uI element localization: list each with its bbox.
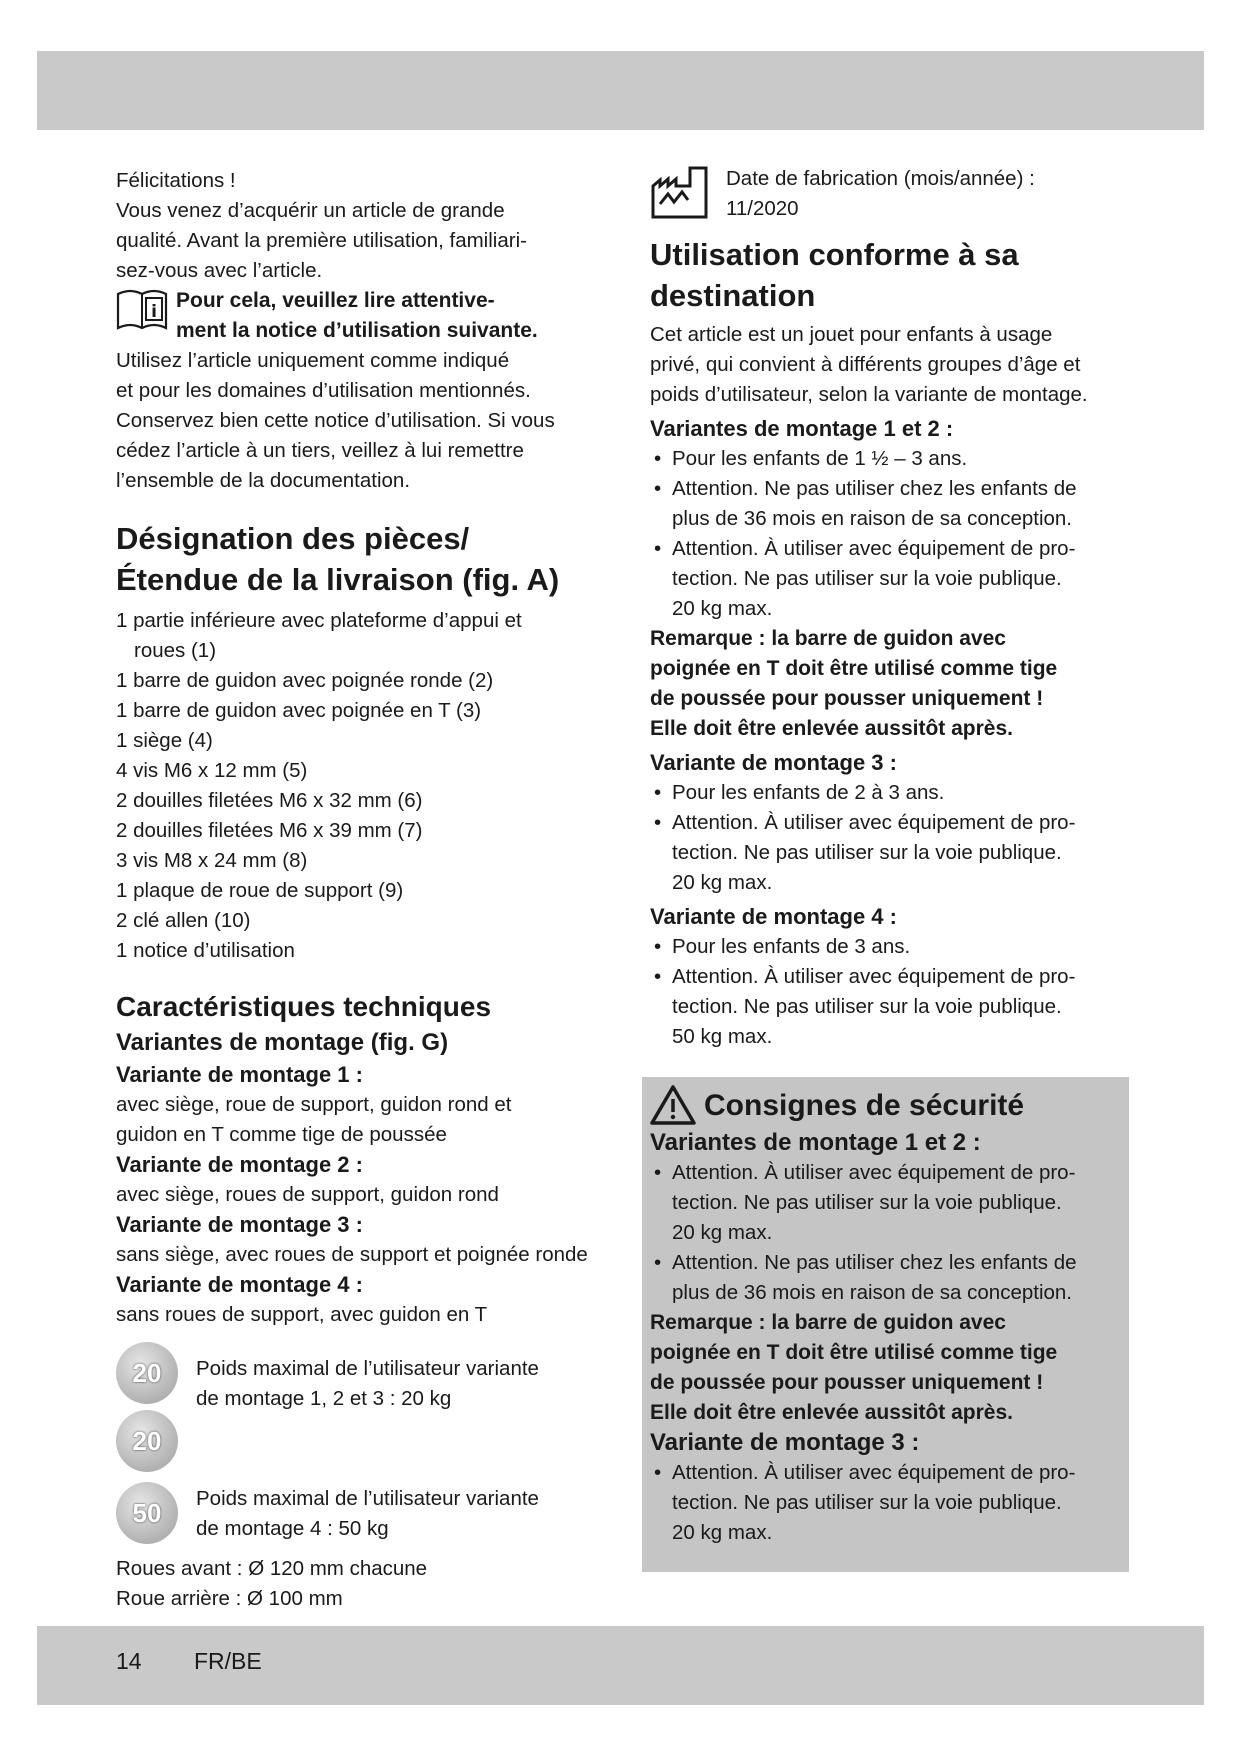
section-title: Variante de montage 4 :	[650, 904, 897, 929]
intro-section	[116, 166, 596, 496]
parts-item: 1 plaque de roue de support (9)	[116, 879, 404, 902]
intro-line: Conservez bien cette notice d’utilisation. Si vous	[116, 409, 555, 432]
header-bar	[37, 51, 1204, 130]
svg-text:i: i	[151, 302, 157, 322]
manual-info-icon	[116, 288, 168, 330]
safety-title-row	[650, 1084, 1120, 1126]
intro-line: l’ensemble de la documentation.	[116, 469, 411, 492]
bullet-item: • Pour les enfants de 1 ½ – 3 ans.	[650, 444, 1130, 474]
variant-desc: sans roues de support, avec guidon en T	[116, 1303, 488, 1326]
remark-line: Elle doit être enlevée aussitôt après.	[650, 717, 1013, 740]
intended-use-heading: Utilisation conforme à sa	[650, 237, 1019, 272]
variant-desc: avec siège, roue de support, guidon rond et	[116, 1093, 512, 1116]
bullet-item: • Attention. À utiliser avec équipement de pro- tection. Ne pas utiliser sur la voie publique. 20 kg max.	[650, 808, 1130, 898]
wheel-spec: Roues avant : Ø 120 mm chacune	[116, 1557, 428, 1580]
bullet-item: • Pour les enfants de 3 ans.	[650, 932, 1130, 962]
parts-item: 1 notice d’utilisation	[116, 939, 295, 962]
remark-line: poignée en T doit être utilisé comme tige	[650, 1341, 1058, 1364]
weight-text: de montage 4 : 50 kg	[196, 1517, 389, 1540]
read-manual-notice	[116, 286, 596, 346]
manufacture-value: 11/2020	[726, 197, 799, 220]
tech-heading: Caractéristiques techniques	[116, 991, 492, 1022]
max-weight-20-icon: 20	[116, 1342, 178, 1404]
intro-line: cédez l’article à un tiers, veillez à lui remettre	[116, 439, 524, 462]
section-title: Variantes de montage 1 et 2 :	[650, 1129, 981, 1156]
parts-item: 3 vis M8 x 24 mm (8)	[116, 849, 308, 872]
intro-line: Vous venez d’acquérir un article de grande	[116, 199, 505, 222]
bullet-list	[650, 778, 1130, 898]
bullet-item: • Attention. Ne pas utiliser chez les enfants de plus de 36 mois en raison de sa conception.	[650, 474, 1130, 534]
section-title: Variante de montage 3 :	[650, 1429, 920, 1456]
parts-heading: Désignation des pièces/	[116, 521, 470, 556]
variant-title: Variante de montage 3 :	[116, 1212, 363, 1237]
parts-item: 2 douilles filetées M6 x 39 mm (7)	[116, 819, 423, 842]
page-number: 14	[116, 1648, 142, 1674]
max-weight-20-icon: 20	[116, 1410, 178, 1472]
language-code: FR/BE	[194, 1648, 262, 1674]
bullet-list	[650, 932, 1130, 1052]
factory-date-icon	[650, 164, 712, 220]
intro-line: Utilisez l’article uniquement comme indiqué	[116, 349, 510, 372]
safety-section	[650, 1084, 1120, 1548]
left-column	[116, 166, 596, 1614]
remark-line: Elle doit être enlevée aussitôt après.	[650, 1401, 1013, 1424]
bullet-item: • Attention. À utiliser avec équipement de pro- tection. Ne pas utiliser sur la voie publique. 20 kg max.	[650, 1458, 1120, 1548]
section-title: Variante de montage 3 :	[650, 750, 897, 775]
section-title: Variantes de montage 1 et 2 :	[650, 416, 954, 441]
bullet-list	[650, 1158, 1120, 1308]
safety-heading: Consignes de sécurité	[704, 1088, 1025, 1122]
weight-group-1	[116, 1342, 596, 1472]
parts-section	[116, 518, 596, 966]
max-weight-50-icon: 50	[116, 1482, 178, 1544]
intro-line: et pour les domaines d’utilisation mentionnés.	[116, 379, 531, 402]
weight-text: Poids maximal de l’utilisateur variante	[196, 1357, 539, 1380]
intended-use-heading: destination	[650, 278, 816, 313]
parts-item: 1 barre de guidon avec poignée en T (3)	[116, 699, 482, 722]
intended-use-line: privé, qui convient à différents groupes d’âge et	[650, 353, 1081, 376]
bullet-item: • Pour les enfants de 2 à 3 ans.	[650, 778, 1130, 808]
remark-line: Remarque : la barre de guidon avec	[650, 1311, 1006, 1334]
variant-desc: guidon en T comme tige de poussée	[116, 1123, 447, 1146]
intro-line: Félicitations !	[116, 169, 236, 192]
remark-line: Remarque : la barre de guidon avec	[650, 627, 1006, 650]
tech-section	[116, 988, 596, 1614]
remark-line: poignée en T doit être utilisé comme tige	[650, 657, 1058, 680]
remark-line: de poussée pour pousser uniquement !	[650, 1371, 1044, 1394]
manufacture-date	[650, 164, 1130, 224]
parts-item: 1 barre de guidon avec poignée ronde (2)	[116, 669, 494, 692]
intro-line: sez-vous avec l’article.	[116, 259, 323, 282]
bullet-item: • Attention. Ne pas utiliser chez les enfants de plus de 36 mois en raison de sa conception.	[650, 1248, 1120, 1308]
intro-line: qualité. Avant la première utilisation, familiari-	[116, 229, 527, 252]
parts-item: 1 partie inférieure avec plateforme d’appui et	[116, 609, 522, 632]
parts-item: 2 douilles filetées M6 x 32 mm (6)	[116, 789, 423, 812]
wheel-spec: Roue arrière : Ø 100 mm	[116, 1587, 343, 1610]
tech-subheading: Variantes de montage (fig. G)	[116, 1029, 449, 1056]
right-column	[650, 164, 1130, 1052]
remark-line: de poussée pour pousser uniquement !	[650, 687, 1044, 710]
parts-item-cont: roues (1)	[134, 639, 217, 662]
manufacture-label: Date de fabrication (mois/année) :	[726, 167, 1035, 190]
variant-title: Variante de montage 2 :	[116, 1152, 363, 1177]
bullet-list	[650, 1458, 1120, 1548]
weight-text: de montage 1, 2 et 3 : 20 kg	[196, 1387, 452, 1410]
parts-item: 1 siège (4)	[116, 729, 213, 752]
notice-line: Pour cela, veuillez lire attentive-	[176, 289, 495, 312]
intended-use-line: poids d’utilisateur, selon la variante de montage.	[650, 383, 1088, 406]
parts-list	[116, 606, 596, 966]
intended-use-section	[650, 234, 1130, 1052]
bullet-item: • Attention. À utiliser avec équipement de pro- tection. Ne pas utiliser sur la voie publique. 20 kg max.	[650, 534, 1130, 624]
weight-text: Poids maximal de l’utilisateur variante	[196, 1487, 539, 1510]
bullet-item: • Attention. À utiliser avec équipement de pro- tection. Ne pas utiliser sur la voie publique. 20 kg max.	[650, 1158, 1120, 1248]
notice-line: ment la notice d’utilisation suivante.	[176, 319, 538, 342]
parts-heading: Étendue de la livraison (fig. A)	[116, 562, 560, 597]
weight-group-2	[116, 1482, 596, 1544]
variant-desc: avec siège, roues de support, guidon rond	[116, 1183, 499, 1206]
parts-item: 2 clé allen (10)	[116, 909, 251, 932]
parts-item: 4 vis M6 x 12 mm (5)	[116, 759, 308, 782]
bullet-list	[650, 444, 1130, 624]
warning-triangle-icon	[650, 1084, 696, 1126]
variant-title: Variante de montage 4 :	[116, 1272, 363, 1297]
variant-title: Variante de montage 1 :	[116, 1062, 363, 1087]
intended-use-line: Cet article est un jouet pour enfants à usage	[650, 323, 1053, 346]
variant-desc: sans siège, avec roues de support et poignée ronde	[116, 1243, 588, 1266]
bullet-item: • Attention. À utiliser avec équipement de pro- tection. Ne pas utiliser sur la voie publique. 50 kg max.	[650, 962, 1130, 1052]
